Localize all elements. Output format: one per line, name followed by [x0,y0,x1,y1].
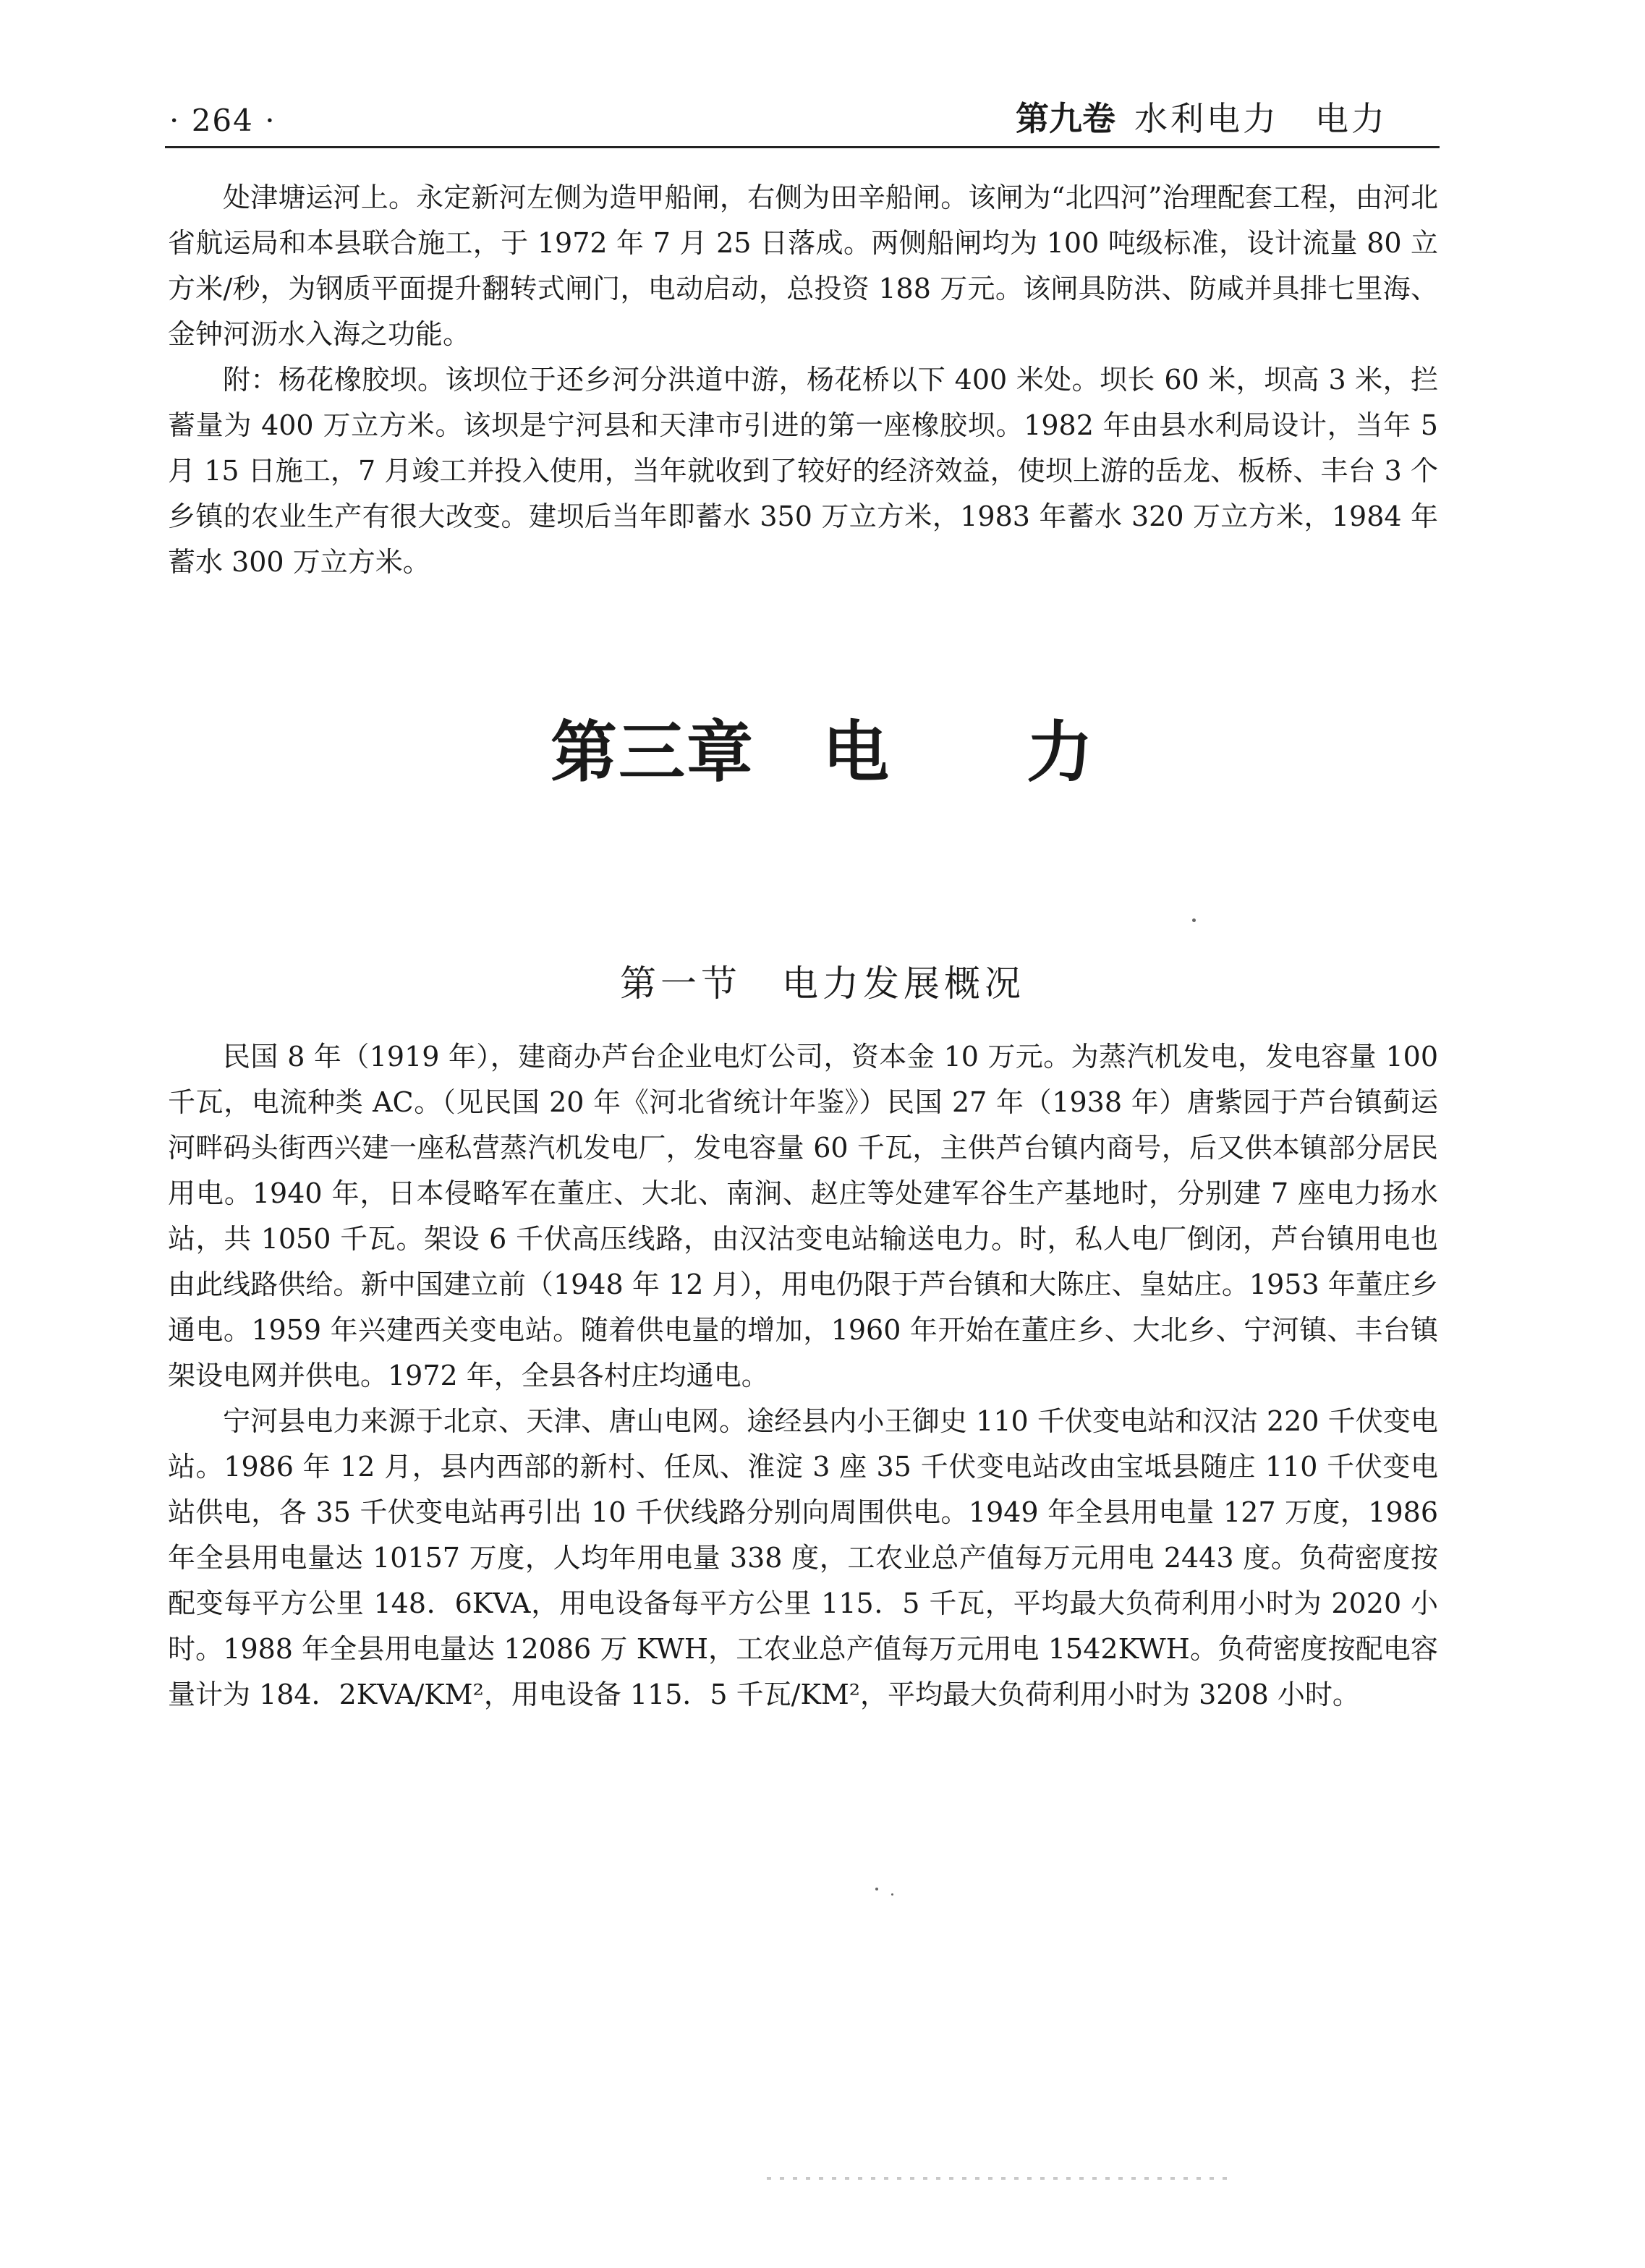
paragraph-power-history: 民国 8 年（1919 年），建商办芦台企业电灯公司，资本金 10 万元。为蒸汽机发电，发电容量 100 千瓦，电流种类 AC。（见民国 20 年《河北省统计年鉴》）民国 27 年（1938 年）唐紫园于芦台镇蓟运河畔码头街西兴建一座私营蒸汽机发电厂，发电容量 60 千瓦，主供芦台镇内商号，后又供本镇部分居民用电。1940 年，日本侵略军在董庄、大北、南涧、赵庄等处建军谷生产基地时，分别建 7 座电力扬水站，共 1050 千瓦。架设 6 千伏高压线路，由汉沽变电站输送电力。时，私人电厂倒闭，芦台镇用电也由此线路供给。新中国建立前（1948 年 12 月），用电仍限于芦台镇和大陈庄、皇姑庄。1953 年董庄乡通电。1959 年兴建西关变电站。随着供电量的增加，1960 年开始在董庄乡、大北乡、宁河镇、丰台镇架设电网并供电。1972 年，全县各村庄均通电。 [168,1041,1438,1391]
continuation-text [168,175,1438,585]
paragraph-rubber-dam: 附：杨花橡胶坝。该坝位于还乡河分洪道中游，杨花桥以下 400 米处。坝长 60 米，坝高 3 米，拦蓄量为 400 万立方米。该坝是宁河县和天津市引进的第一座橡胶坝。1982 年由县水利局设计，当年 5 月 15 日施工，7 月竣工并投入使用，当年就收到了较好的经济效益，使坝上游的岳龙、板桥、丰台 3 个乡镇的农业生产有很大改变。建坝后当年即蓄水 350 万立方米，1983 年蓄水 320 万立方米，1984 年蓄水 300 万立方米。 [168,364,1438,578]
page-number: · 264 · [169,103,276,138]
header-rule [165,146,1440,148]
running-head [1016,97,1387,140]
scan-speck [875,1888,878,1890]
volume-label: 第九卷 [1016,99,1115,138]
scan-speck [1192,918,1196,922]
chapter-title: 第三章 电 力 [550,714,1094,791]
paragraph-power-supply: 宁河县电力来源于北京、天津、唐山电网。途经县内小王御史 110 千伏变电站和汉沽 220 千伏变电站。1986 年 12 月，县内西部的新村、任凤、淮淀 3 座 35 千伏变电站改由宝坻县随庄 110 千伏变电站供电，各 35 千伏变电站再引出 10 千伏线路分别向周围供电。1949 年全县用电量 127 万度，1986 年全县用电量达 10157 万度，人均年用电量 338 度，工农业总产值每万元用电 2443 度。负荷密度按配变每平方公里 148．6KVA，用电设备每平方公里 115．5 千瓦，平均最大负荷利用小时为 2020 小时。1988 年全县用电量达 12086 万 KWH，工农业总产值每万元用电 1542KWH。负荷密度按配电容量计为 184．2KVA/KM²，用电设备 115．5 千瓦/KM²，平均最大负荷利用小时为 3208 小时。 [168,1405,1438,1710]
paragraph-ship-lock: 处津塘运河上。永定新河左侧为造甲船闸，右侧为田辛船闸。该闸为“北四河”治理配套工程，由河北省航运局和本县联合施工，于 1972 年 7 月 25 日落成。两侧船闸均为 100 吨级标准，设计流量 80 立方米/秒，为钢质平面提升翻转式闸门，电动启动，总投资 188 万元。该闸具防洪、防咸并具排七里海、金钟河沥水入海之功能。 [168,182,1438,350]
scan-speck [891,1893,893,1896]
scan-noise-line [767,2177,1230,2180]
section-title: 第一节 电力发展概况 [620,963,1025,1005]
topic-label: 水利电力 电力 [1134,99,1387,138]
section-body [168,1034,1438,1718]
